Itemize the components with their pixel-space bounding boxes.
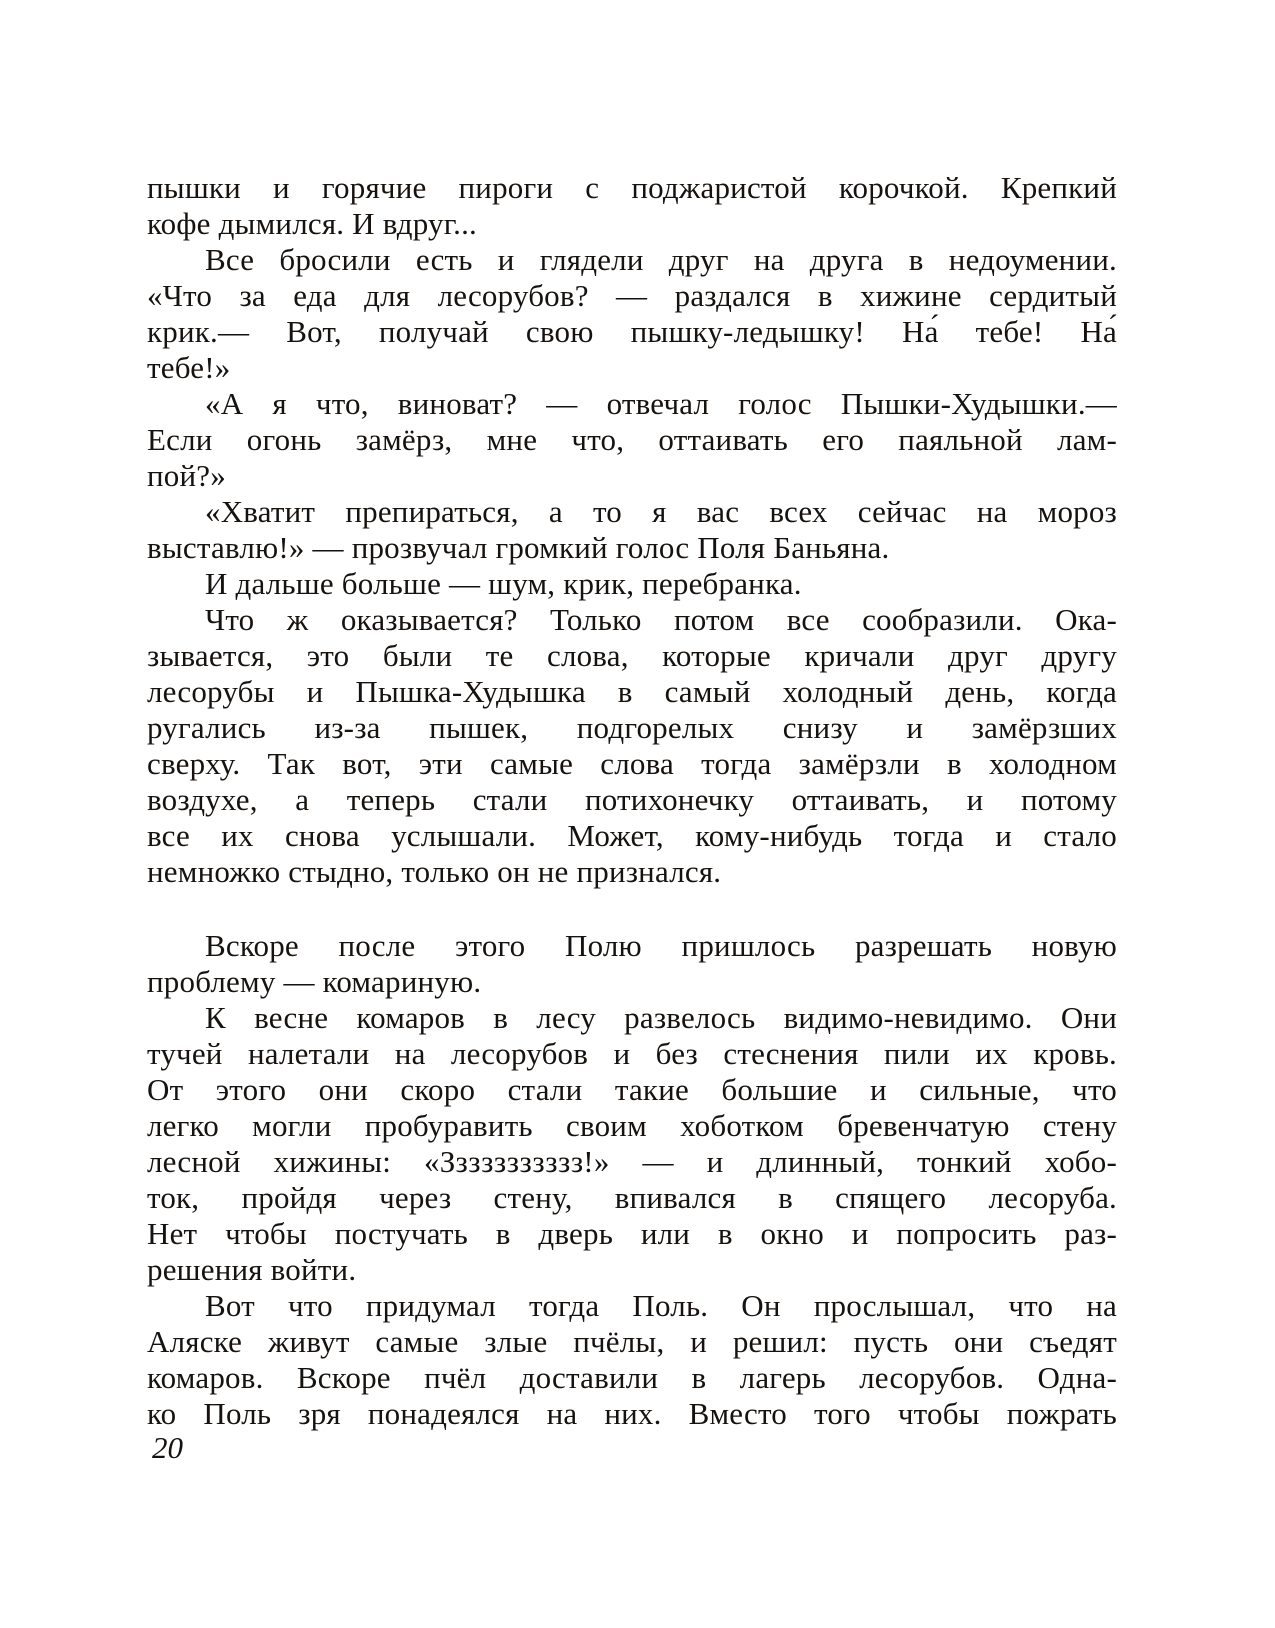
text-line: лесорубы и Пышка-Худышка в самый холодный день, когда <box>147 674 1117 709</box>
text-line: проблему — комариную. <box>147 964 482 999</box>
text-line: ко Поль зря понадеялся на них. Вместо того чтобы пожрать <box>147 1396 1117 1431</box>
page-number: 20 <box>152 1430 183 1465</box>
text-line: ругались из-за пышек, подгорелых снизу и замёрзших <box>147 710 1117 745</box>
text-line: тебе!» <box>147 350 231 385</box>
text-line: Нет чтобы постучать в дверь или в окно и попросить раз- <box>147 1216 1117 1251</box>
page-text <box>147 170 1117 1432</box>
text-line: лесной хижины: «Ззззззззззз!» — и длинный, тонкий хобо- <box>147 1144 1117 1179</box>
text-line: Аляске живут самые злые пчёлы, и решил: пусть они съедят <box>147 1324 1117 1359</box>
text-line: комаров. Вскоре пчёл доставили в лагерь лесорубов. Одна- <box>147 1360 1117 1395</box>
section-break <box>147 890 1117 928</box>
text-line: «Хватит препираться, а то я вас всех сейчас на мороз <box>205 494 1117 529</box>
text-line: выставлю!» — прозвучал громкий голос Поля Баньяна. <box>147 530 890 565</box>
text-line: воздухе, а теперь стали потихонечку оттаивать, и потому <box>147 782 1117 817</box>
text-line: сверху. Так вот, эти самые слова тогда замёрзли в холодном <box>147 746 1117 781</box>
text-line: пышки и горячие пироги с поджаристой корочкой. Крепкий <box>147 170 1117 205</box>
text-line: зывается, это были те слова, которые кричали друг другу <box>147 638 1117 673</box>
text-line: Что ж оказывается? Только потом все сообразили. Ока- <box>205 602 1117 637</box>
text-line: От этого они скоро стали такие большие и сильные, что <box>147 1072 1117 1107</box>
text-line: Все бросили есть и глядели друг на друга в недоумении. <box>205 242 1117 277</box>
text-line: И дальше больше — шум, крик, перебранка. <box>205 566 802 601</box>
text-line: Вскоре после этого Полю пришлось разрешать новую <box>205 928 1117 963</box>
text-line: крик.— Вот, получай свою пышку-ледышку! На́ тебе! На́ <box>147 314 1117 349</box>
text-line: «Что за еда для лесорубов? — раздался в хижине сердитый <box>147 278 1117 313</box>
text-line: тучей налетали на лесорубов и без стеснения пили их кровь. <box>147 1036 1117 1071</box>
text-line: кофе дымился. И вдруг... <box>147 206 478 241</box>
text-line: решения войти. <box>147 1252 357 1287</box>
text-line: Если огонь замёрз, мне что, оттаивать его паяльной лам- <box>147 422 1117 457</box>
text-line: К весне комаров в лесу развелось видимо-невидимо. Они <box>205 1000 1117 1035</box>
text-line: ток, пройдя через стену, впивался в спящего лесоруба. <box>147 1180 1117 1215</box>
text-line: пой?» <box>147 458 226 493</box>
text-line: немножко стыдно, только он не признался. <box>147 854 722 889</box>
text-line: все их снова услышали. Может, кому-нибудь тогда и стало <box>147 818 1117 853</box>
text-line: легко могли пробуравить своим хоботком бревенчатую стену <box>147 1108 1117 1143</box>
text-line: Вот что придумал тогда Поль. Он прослышал, что на <box>205 1288 1117 1323</box>
text-line: «А я что, виноват? — отвечал голос Пышки-Худышки.— <box>205 386 1117 421</box>
